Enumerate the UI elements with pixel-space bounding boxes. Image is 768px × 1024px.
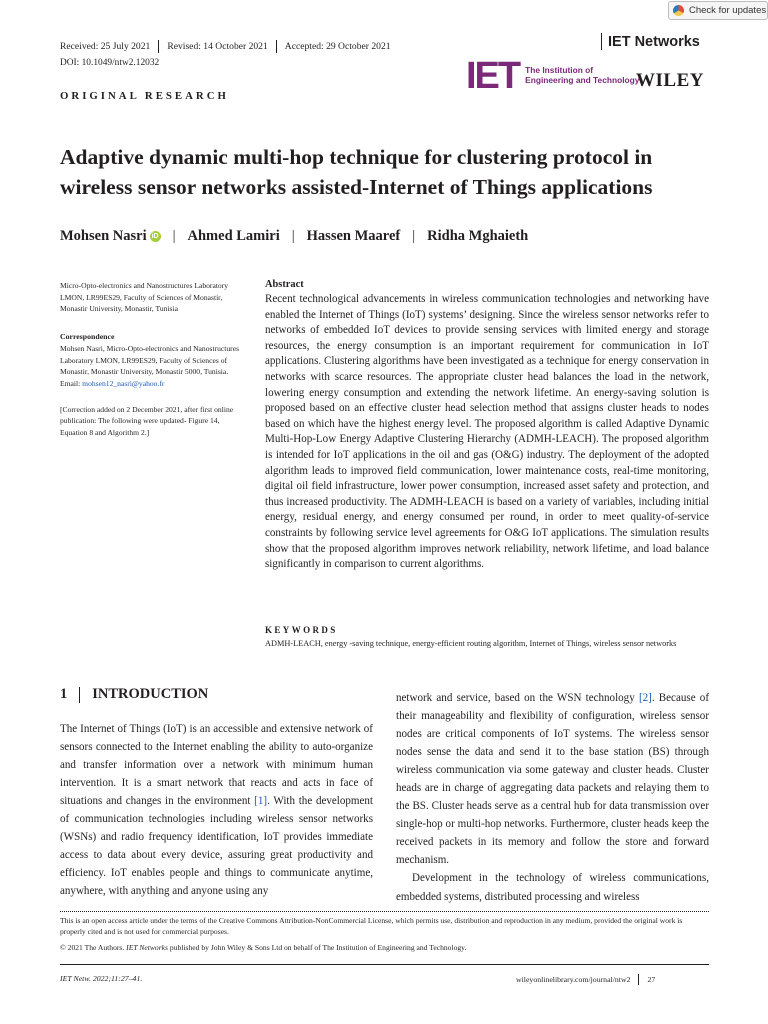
doi[interactable]: DOI: 10.1049/ntw2.12032	[60, 58, 160, 68]
abstract-heading: Abstract	[265, 279, 304, 290]
journal-name-text: IET Networks	[608, 33, 700, 50]
divider	[638, 974, 639, 985]
correction-note: [Correction added on 2 December 2021, after first online publication: The following were updated- Figure 14, Equation 8 and Algorithm 2.]	[60, 404, 234, 438]
divider	[601, 33, 602, 50]
check-for-updates-button[interactable]	[668, 1, 768, 20]
wiley-logo: WILEY	[636, 70, 704, 91]
divider	[276, 40, 277, 53]
author-list	[60, 228, 528, 245]
journal-citation-text: IET Netw. 2022;11:27–41.	[60, 974, 143, 983]
copyright-note	[60, 943, 709, 952]
copyright-journal: IET Networks	[126, 943, 169, 952]
paragraph-text: . Because of their manageability and flexibility of configuration, wireless sensor nodes are critical components of IoT systems. The wireless sensor nodes sense the data and send it to the base station (BS) through wireless communication via some gateway and cluster heads. Cluster heads are in charge of aggregating data packets and relaying them to the BS. Cluster heads serve as a central hub for data transmission over single-hop or multi-hop networks. Furthermore, cluster heads keep the received packets in its memory and follow the store and forward mechanism.	[396, 692, 709, 867]
section-heading	[60, 686, 208, 703]
author-name[interactable]: Ridha Mghaieth	[427, 228, 529, 244]
correspondence-heading: Correspondence	[60, 332, 115, 342]
revised-date: Revised: 14 October 2021	[167, 41, 268, 52]
iet-institution-name	[525, 66, 639, 85]
page-number: 27	[647, 975, 656, 984]
paragraph-text: . With the development of communication technologies including wireless sensor networks (WSNs) and radio frequency identification, IoT provides immediate access to data about every device, assuring great productivity and efficiency. IoT enables people and things to communicate anytime, anywhere, with anything and anyone using any	[60, 795, 374, 898]
journal-name	[601, 33, 700, 50]
section-title: INTRODUCTION	[92, 686, 209, 702]
keywords-list: ADMH-LEACH, energy -saving technique, energy-efficient routing algorithm, Internet of Things, wireless sensor networks	[265, 639, 677, 648]
divider	[158, 40, 159, 53]
copyright-text: published by John Wiley & Sons Ltd on behalf of The Institution of Engineering and Technology.	[168, 943, 467, 952]
author-name[interactable]: Ahmed Lamiri	[187, 228, 280, 244]
footer-rule	[60, 964, 709, 965]
accepted-date: Accepted: 29 October 2021	[284, 41, 391, 52]
author-name[interactable]: Hassen Maaref	[306, 228, 401, 244]
divider: |	[412, 228, 416, 244]
iet-logo-mark: IET	[466, 55, 520, 97]
citation-link[interactable]: [2]	[638, 692, 652, 704]
author-name[interactable]: Mohsen Nasri	[60, 228, 147, 244]
article-history	[60, 40, 391, 53]
license-note: This is an open access article under the terms of the Creative Commons Attribution-NonCommercial License, which permits use, distribution and reproduction in any medium, provided the original work is properly cited and is not used for commercial purposes.	[60, 916, 683, 937]
email-link[interactable]: mohsen12_nasri@yahoo.fr	[82, 378, 165, 388]
footer-url-block	[516, 974, 655, 985]
iet-logo	[466, 55, 640, 97]
footnote-rule	[60, 911, 709, 912]
copyright-text: © 2021 The Authors.	[60, 943, 127, 952]
divider: |	[291, 228, 295, 244]
citation-link[interactable]: [1]	[254, 795, 268, 808]
keywords-heading: KEYWORDS	[265, 625, 338, 635]
check-for-updates-label: Check for updates	[689, 5, 767, 16]
divider: |	[172, 228, 176, 244]
journal-url[interactable]: wileyonlinelibrary.com/journal/ntw2	[516, 975, 631, 984]
body-column-left	[60, 720, 373, 900]
body-column-right	[396, 689, 709, 906]
journal-citation	[60, 974, 142, 983]
paragraph-text: The Internet of Things (IoT) is an accessible and extensive network of sensors connected to the Internet enabling the ability to auto-organize and transfer information over a network with minimum human intervention. It is a smart network that reacts and acts in face of situations and changes in the environment	[60, 723, 373, 808]
paragraph	[60, 720, 373, 900]
article-type: ORIGINAL RESEARCH	[60, 90, 229, 102]
article-title: Adaptive dynamic multi-hop technique for clustering protocol in wireless sensor networks assisted-Internet of Things applications	[60, 145, 653, 199]
orcid-icon[interactable]: iD	[151, 233, 159, 240]
paragraph: Development in the technology of wireless communications, embedded systems, distributed processing and wireless	[396, 872, 709, 903]
iet-inst-line1: The Institution of	[525, 65, 594, 76]
correspondence-address: Mohsen Nasri, Micro-Opto-electronics and Nanostructures Laboratory LMON, LR99ES29, Faculty of Sciences of Monastir, Monastir University, Monastir 5000, Tunisia.	[60, 343, 240, 377]
affiliation: Micro-Opto-electronics and Nanostructures Laboratory LMON, LR99ES29, Faculty of Sciences of Monastir, Monastir University, Monastir, Tunisia	[60, 281, 229, 314]
divider	[79, 687, 80, 703]
received-date: Received: 25 July 2021	[60, 41, 151, 52]
paragraph-text: network and service, based on the WSN technology	[396, 692, 639, 704]
email-line	[60, 378, 248, 390]
paragraph	[396, 689, 709, 869]
affiliation-column	[60, 280, 248, 439]
abstract-text: Recent technological advancements in wireless communication technologies and networking have enabled the Internet of Things (IoT) systems’ designing. Since the wireless sensor networks refer to networks of embedded IoT devices to provide sensing services with limited energy and storage resources, the energy consumption is an important requirement for communication in IoT applications. Clustering algorithms have been investigated as a technique for energy conservation in networks with scarce resources. The appropriate cluster head balances the load in the network, lowering energy consumption and extending the network lifetime. An energy-saving solution is proposed based on an effective cluster head selection method that assigns cluster heads to nodes based on which have the highest energy level. The proposed algorithm is called Adaptive Dynamic Multi-Hop-Low Energy Adaptive Clustering Hierarchy (ADMH-LEACH). The proposed algorithm is intended for IoT applications in the oil and gas (O&G) industry. The deployment of the adopted algorithm leads to improved field communication, lower maintenance costs, real-time monitoring, digital oil field infrastructure, lower power consumption, increased asset safety and protection, and thus increased productivity. The ADMH-LEACH is based on a variety of variables, including initial energy, residual energy, and energy consumed per round, in order to meet quality-of-service constraints by following service level agreements for O&G IoT applications. The simulation results show that the proposed algorithm improves network reliability, network lifetime, and load balance significantly in comparison to current algorithms.	[265, 293, 709, 571]
email-label: Email:	[60, 378, 81, 388]
crossmark-icon	[673, 5, 684, 16]
section-number: 1	[60, 686, 68, 702]
iet-inst-line2: Engineering and Technology	[525, 75, 640, 85]
